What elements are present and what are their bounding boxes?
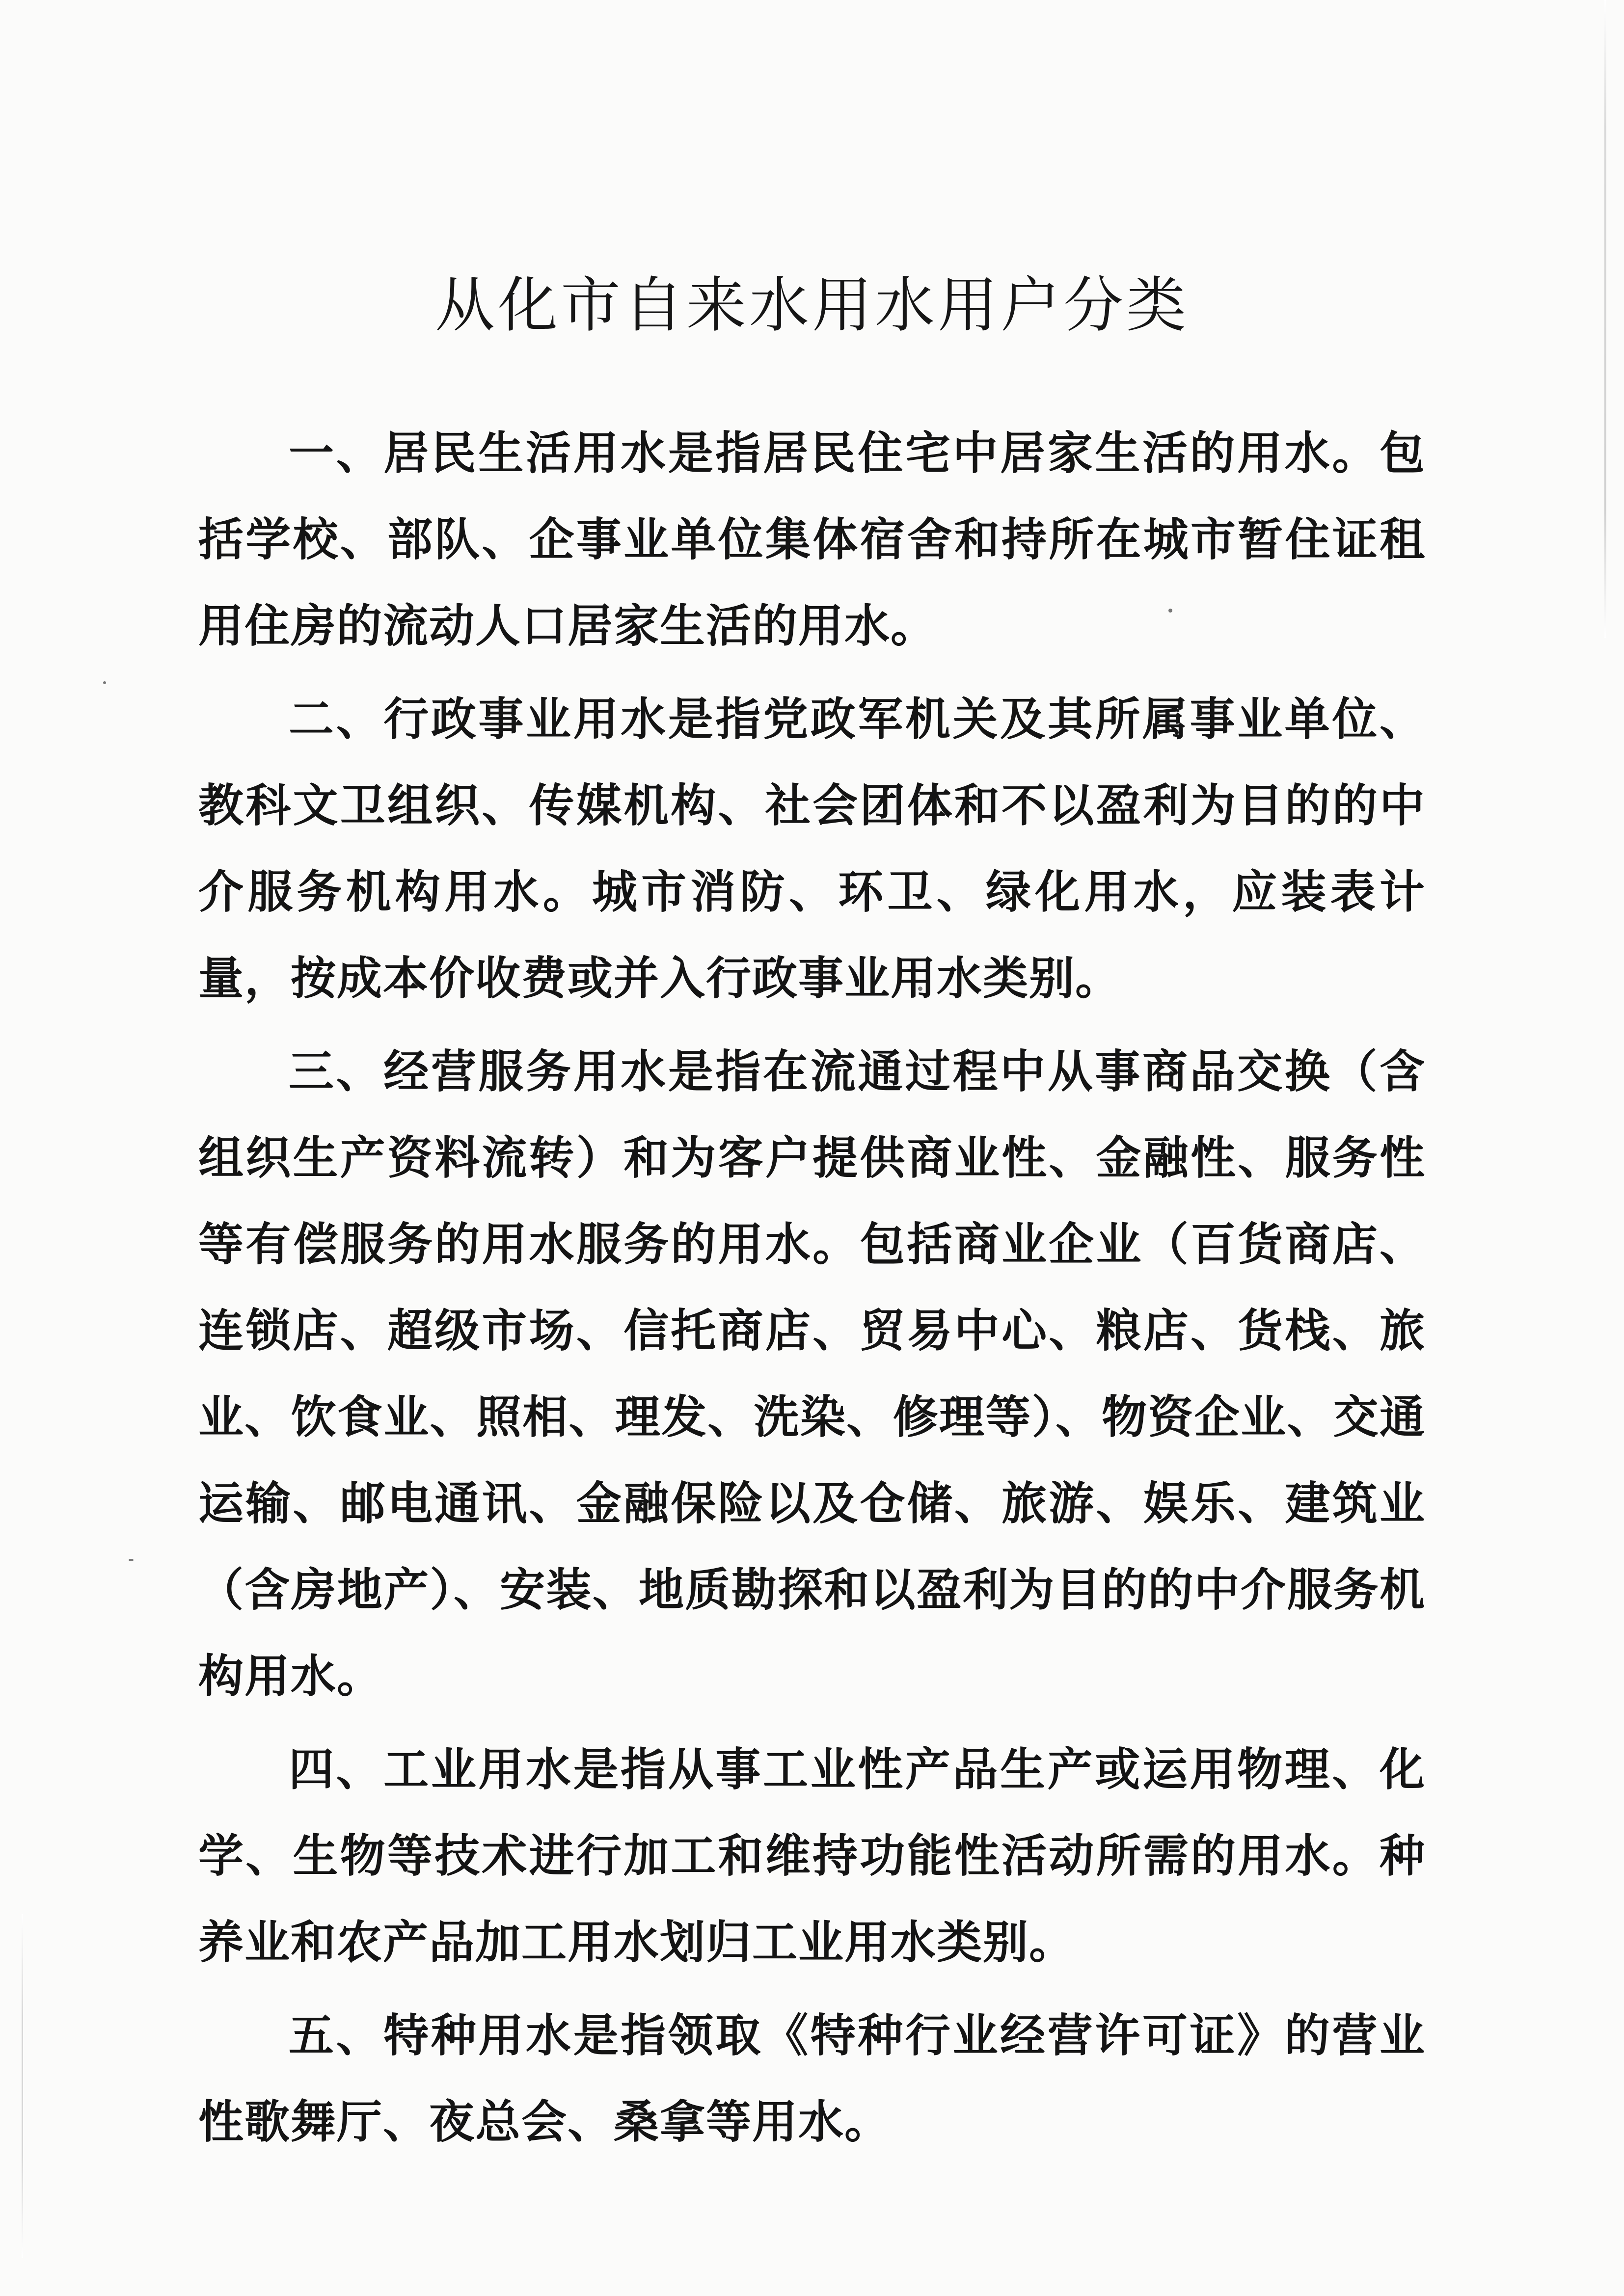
paragraph-industrial-water: 四、工业用水是指从事工业性产品生产或运用物理、化学、生物等技术进行加工和维持功能性活动所需的用水。种养业和农产品加工用水划归工业用水类别。 (198, 1743, 1426, 1969)
paragraph-administrative-water: 二、行政事业用水是指党政军机关及其所属事业单位、教科文卫组织、传媒机构、社会团体和不以盈利为目的的中介服务机构用水。城市消防、环卫、绿化用水，应装表计量，按成本价收费或并入行政事业用水类别。 (198, 693, 1426, 1005)
document-body (198, 410, 1426, 2172)
paragraph-residential-water: 一、居民生活用水是指居民住宅中居家生活的用水。包括学校、部队、企事业单位集体宿舍和持所在城市暂住证租用住房的流动人口居家生活的用水。 (198, 427, 1426, 652)
scan-edge-line-left (22, 1914, 23, 2258)
document-title: 从化市自来水用水用户分类 (435, 270, 1189, 340)
paragraph-business-service-water: 三、经营服务用水是指在流通过程中从事商品交换（含组织生产资料流转）和为客户提供商业性、金融性、服务性等有偿服务的用水服务的用水。包括商业企业（百货商店、连锁店、超级市场、信托商店、贸易中心、粮店、货栈、旅业、饮食业、照相、理发、洗染、修理等）、物资企业、交通运输、邮电通讯、金融保险以及仓储、旅游、娱乐、建筑业（含房地产）、安装、地质勘探和以盈利为目的的中介服务机构用水。 (198, 1045, 1426, 1703)
scan-speck (129, 1559, 134, 1561)
scan-speck (103, 681, 106, 684)
paragraph-special-water: 五、特种用水是指领取《特种行业经营许可证》的营业性歌舞厅、夜总会、桑拿等用水。 (198, 2009, 1426, 2148)
